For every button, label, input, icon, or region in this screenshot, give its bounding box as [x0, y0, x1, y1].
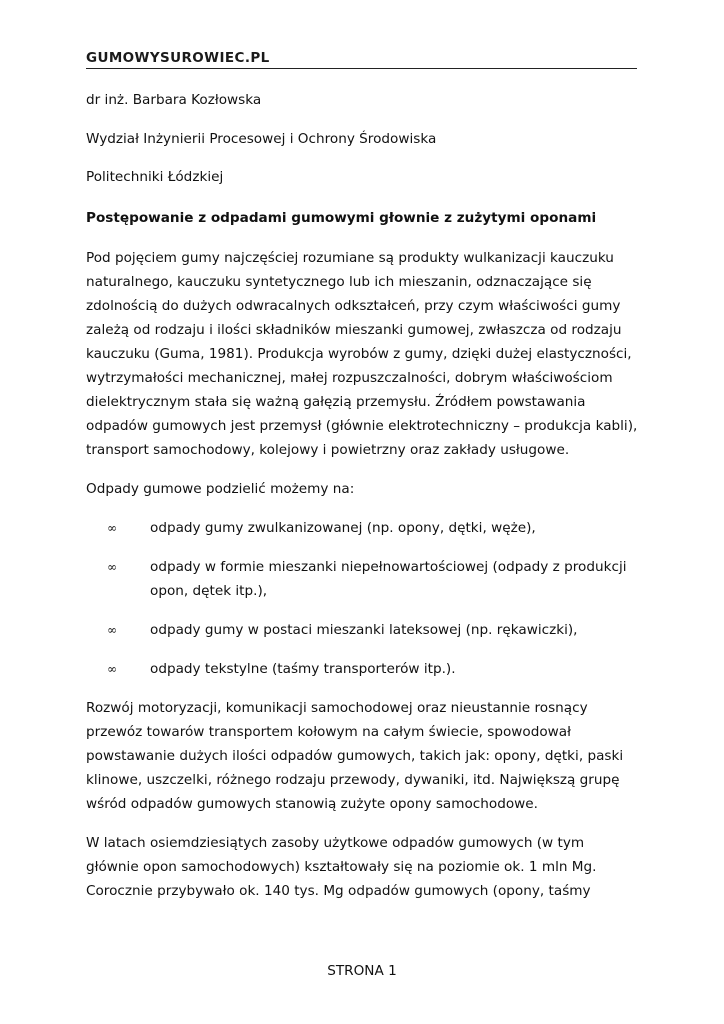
paragraph-line: Corocznie przybywało ok. 140 tys. Mg odpadów gumowych (opony, taśmy	[86, 883, 591, 899]
paragraph-line: zdolnością do dużych odwracalnych odkształceń, przy czym właściwości gumy	[86, 298, 621, 314]
author-department: Wydział Inżynierii Procesowej i Ochrony Środowiska	[86, 130, 437, 147]
paragraph-line: dielektrycznym stała się ważną gałęzią przemysłu. Źródłem powstawania	[86, 394, 586, 410]
paragraph-line: odpadów gumowych jest przemysł (głównie elektrotechniczny – produkcja kabli),	[86, 418, 638, 434]
paragraph-line: Pod pojęciem gumy najczęściej rozumiane są produkty wulkanizacji kauczuku	[86, 250, 614, 266]
paragraph-line: Rozwój motoryzacji, komunikacji samochodowej oraz nieustannie rosnący	[86, 700, 588, 716]
list-item-text: odpady gumy w postaci mieszanki lateksowej (np. rękawiczki),	[150, 622, 578, 638]
paragraph-3	[86, 831, 646, 903]
author-name: dr inż. Barbara Kozłowska	[86, 92, 262, 108]
list-item	[86, 657, 646, 681]
list-item-text: odpady tekstylne (taśmy transporterów itp.).	[150, 661, 456, 677]
paragraph-line: zależą od rodzaju i ilości składników mieszanki gumowej, zwłaszcza od rodzaju	[86, 322, 622, 338]
paragraph-line: naturalnego, kauczuku syntetycznego lub ich mieszanin, odznaczające się	[86, 274, 592, 290]
page-header	[86, 50, 637, 69]
paragraph-line: transport samochodowy, kolejowy i powietrzny oraz zakłady usługowe.	[86, 442, 570, 458]
list-item	[86, 555, 646, 603]
paragraph-line: przewóz towarów transportem kołowym na całym świecie, spowodował	[86, 724, 571, 740]
waste-types-list	[86, 516, 646, 681]
document-title: Postępowanie z odpadami gumowymi głownie z zużytymi oponami	[86, 210, 597, 226]
paragraph-line: wśród odpadów gumowych stanowią zużyte opony samochodowe.	[86, 796, 538, 812]
paragraph-2	[86, 696, 646, 816]
infinity-bullet-icon: ∞	[107, 662, 117, 676]
list-item-text: opon, dętek itp.),	[150, 583, 268, 599]
paragraph-line: klinowe, uszczelki, różnego rodzaju przewody, dywaniki, itd. Największą grupę	[86, 772, 620, 788]
paragraph-line: kauczuku (Guma, 1981). Produkcja wyrobów z gumy, dzięki dużej elastyczności,	[86, 346, 632, 362]
paragraph-line: głównie opon samochodowych) kształtowały się na poziomie ok. 1 mln Mg.	[86, 859, 597, 875]
infinity-bullet-icon: ∞	[107, 521, 117, 535]
document-body	[86, 88, 646, 918]
paragraph-line: wytrzymałości mechanicznej, małej rozpuszczalności, dobrym właściwościom	[86, 370, 613, 386]
list-intro: Odpady gumowe podzielić możemy na:	[86, 481, 355, 497]
infinity-bullet-icon: ∞	[107, 623, 117, 637]
paragraph-line: powstawanie dużych ilości odpadów gumowych, takich jak: opony, dętki, paski	[86, 748, 624, 764]
page-footer	[0, 962, 724, 980]
author-university: Politechniki Łódzkiej	[86, 169, 224, 185]
list-item	[86, 618, 646, 642]
paragraph-line: W latach osiemdziesiątych zasoby użytkowe odpadów gumowych (w tym	[86, 835, 585, 851]
list-item	[86, 516, 646, 540]
list-item-text: odpady w formie mieszanki niepełnowartościowej (odpady z produkcji	[150, 559, 627, 575]
list-item-text: odpady gumy zwulkanizowanej (np. opony, dętki, węże),	[150, 520, 536, 536]
site-logo: GUMOWYSUROWIEC.PL	[86, 50, 270, 66]
infinity-bullet-icon: ∞	[107, 560, 117, 574]
paragraph-1	[86, 246, 646, 462]
page-number: STRONA 1	[327, 963, 397, 979]
